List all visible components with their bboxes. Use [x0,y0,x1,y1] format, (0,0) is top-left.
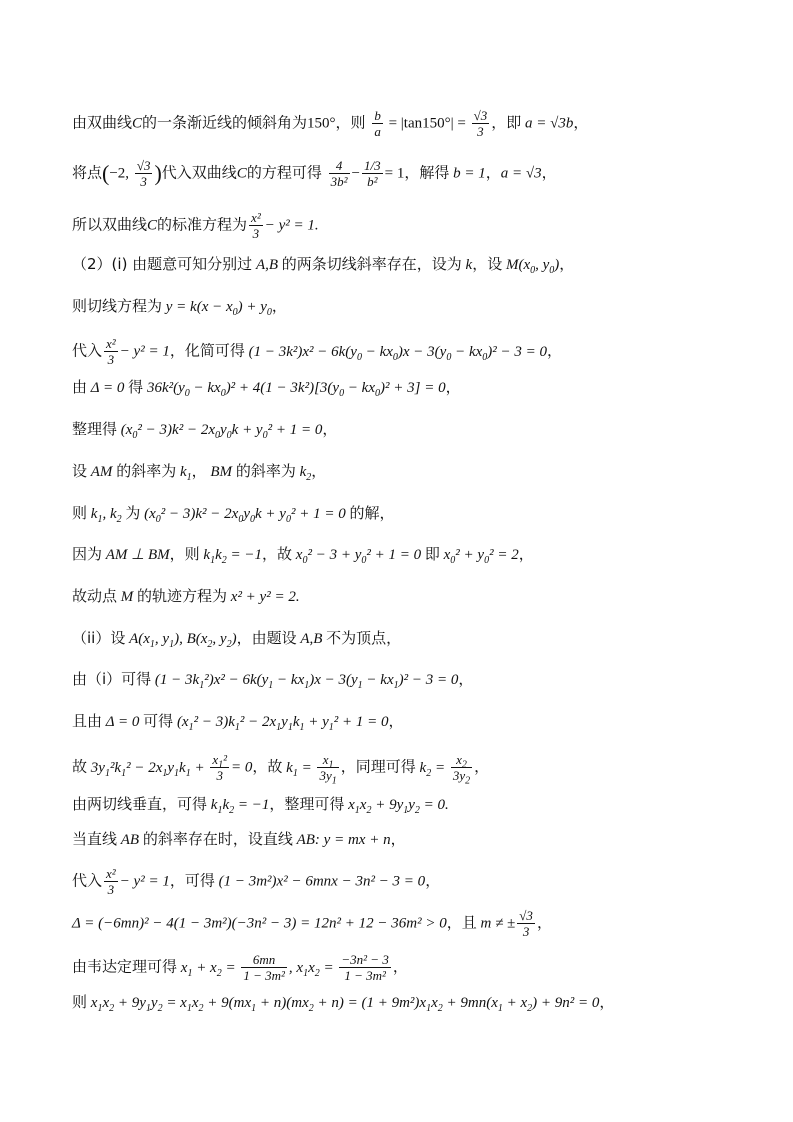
text-line: Δ = (−6mn)² − 4(1 − 3m²)(−3n² − 3) = 12n² + 12 − 36m² > 0，且 m ≠ ± $\frac{√3}{3}$ ， [72,908,552,939]
text-line: 代入 $\frac{\text{x²}}{3}$ − y² = 1，化简可得 $(1 - 3k^2)x^2 - 6k(y_0 - kx_0)x - 3(y_0 - kx_0)^2 - 3 = 0$， [72,336,563,367]
text-line: 则 $x_1x_2 + 9y_1y_2 = x_1x_2 + 9(mx_1 + n)(mx_2 + n) = (1 + 9m^2)x_1x_2 + 9mn(x_1 + x_2) + 9n^2 = 0$， [72,993,615,1014]
text-line: 由韦达定理可得 $x_1 + x_2$ = $\frac{6mn}{\text{1 − 3m²}}$ , $x_1x_2$ = $\frac{\text{−3n² − 3}}{\text{1 − 3m²}}$ ， [72,952,408,983]
text-line: 当直线 AB 的斜率存在时，设直线 AB: y = mx + n， [72,830,406,848]
text-line: 由 Δ = 0 得 $36k^2(y_0 - kx_0)^2 + 4(1 - 3k^2)[3(y_0 - kx_0)^2 + 3] = 0$， [72,378,461,399]
text-line: 代入 $\frac{\text{x²}}{3}$ − y² = 1，可得 (1 − 3m²)x² − 6mnx − 3n² − 3 = 0， [72,866,441,897]
text-line: 则 $k_1$, $k_2$ 为 $(x_0^2 - 3)k^2 - 2x_0y_0k + y_0^2 + 1 = 0$ 的解， [72,504,395,525]
text-line: 所以双曲线C的标准方程为 $\frac{\text{x²}}{3}$ − y² = 1. [72,210,319,241]
text-line: 故动点 M 的轨迹方程为 x² + y² = 2. [72,587,300,605]
text-line: （2）(i) 由题意可知分别过 A,B 的两条切线斜率存在，设为 k，设 $M(x_0$, $y_0$)， [72,255,575,276]
text-line: 整理得 $(x_0^2 - 3)k^2 - 2x_0y_0k + y_0^2 + 1 = 0$， [72,420,338,441]
text-line: 将点(−2, $\frac{√3}{3}$ )代入双曲线C的方程可得 $\frac{4}{\text{3b²}}$ − $\frac{1/3}{\text{b²}}$ = 1，解得 b = 1，a = √3， [72,158,557,189]
text-line: 故 $3y_1^2k_1^2 - 2x_1y_1k_1$ + $\frac{x_1^2}{3}$ = 0，故 $k_1$ = $\frac{x_1}{3y_1}$ ，同理可得 $k_2$ = $\frac{x_2}{3y_2}$ ， [72,752,490,787]
text-line: 且由 Δ = 0 可得 $(x_1^2 - 3)k_1^2 - 2x_1y_1k_1 + y_1^2 + 1 = 0$， [72,712,404,733]
text-line: 由两切线垂直，可得 $k_1k_2 = -1$，整理可得 $x_1x_2 + 9y_1y_2 = 0$. [72,795,449,816]
text-line: 由双曲线C的一条渐近线的倾斜角为150°，则 $\frac{b}{a}$ = |tan150°| = $\frac{√3}{3}$ ，即 a = √3b， [72,108,589,139]
text-line: （ii）设 $A(x_1$, $y_1$), $B(x_2$, $y_2$)，由题设 A,B 不为顶点， [72,629,402,650]
text-line: 设 AM 的斜率为 $k_1$， BM 的斜率为 $k_2$， [72,462,327,483]
text-line: 由（i）可得 $(1 - 3k_1^2)x^2 - 6k(y_1 - kx_1)x - 3(y_1 - kx_1)^2 - 3 = 0$， [72,670,474,691]
text-line: 则切线方程为 $y = k(x - x_0) + y_0$， [72,297,287,318]
text-line: 因为 AM ⊥ BM，则 $k_1k_2 = -1$，故 $x_0^2 - 3 + y_0^2 + 1 = 0$ 即 $x_0^2 + y_0^2 = 2$， [72,545,534,566]
